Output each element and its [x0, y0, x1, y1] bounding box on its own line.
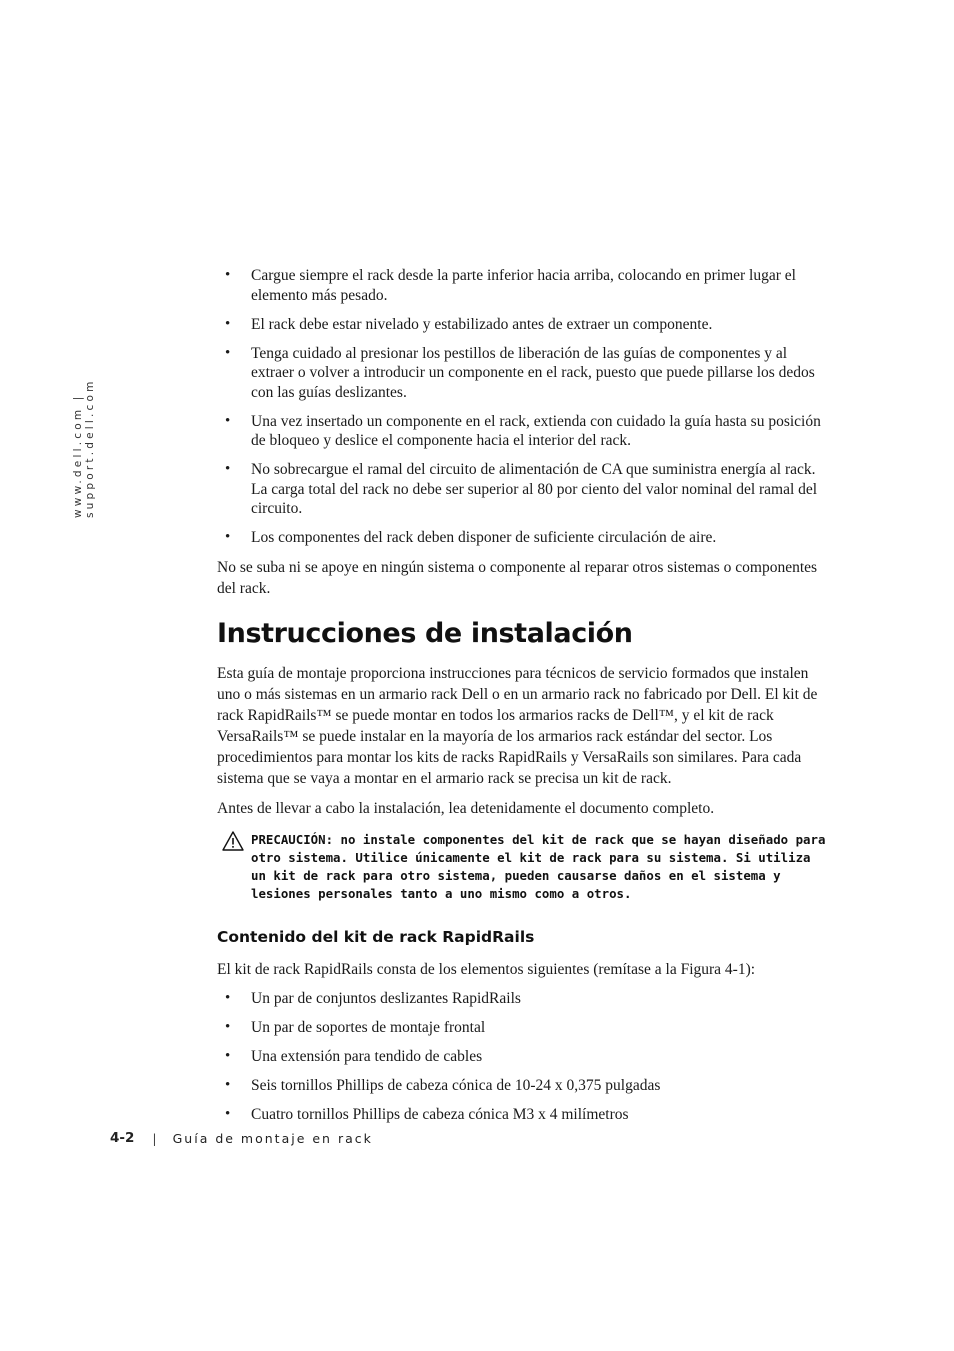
list-item: • Un par de soportes de montaje frontal [225, 1019, 486, 1036]
warning-paragraph: No se suba ni se apoye en ningún sistema o componente al reparar otros sistemas o componentes del rack. [217, 559, 818, 597]
bullet: • [225, 1077, 231, 1093]
bullet: • [225, 1019, 231, 1035]
kit-items-list [217, 989, 827, 1125]
list-item: • Tenga cuidado al presionar los pestillos de liberación de las guías de componentes y al extraer o volver a introducir un componente en el rack, puesto que puede pillarse los dedos con las guías deslizantes. [225, 344, 815, 401]
bullet: • [225, 1048, 231, 1064]
list-item: • Una vez insertado un componente en el rack, extienda con cuidado la guía hasta su posición de bloqueo y deslice el componente hacia el interior del rack. [225, 412, 821, 449]
bullet: • [225, 461, 231, 477]
safety-list [217, 266, 827, 548]
caution-label: PRECAUCIÓN: [251, 832, 334, 847]
bullet: • [225, 315, 231, 332]
list-item: • El rack debe estar nivelado y estabilizado antes de extraer un componente. [225, 315, 713, 333]
side-url: www.dell.com | support.dell.com [72, 378, 96, 518]
page-content [217, 266, 827, 1134]
page-footer [110, 1130, 373, 1146]
list-item: • Un par de conjuntos deslizantes RapidRails [225, 990, 521, 1007]
caution-text [251, 831, 827, 903]
bullet: • [225, 267, 231, 283]
list-item: • Seis tornillos Phillips de cabeza cónica de 10-24 x 0,375 pulgadas [225, 1077, 661, 1094]
caution-notice [217, 831, 827, 903]
bullet: • [225, 412, 231, 429]
warning-icon [222, 831, 244, 851]
bullet: • [225, 990, 231, 1006]
list-item: • No sobrecargue el ramal del circuito de alimentación de CA que suministra energía al rack. La carga total del rack no debe ser superior al 80 por ciento del valor nominal del ramal del circuito. [225, 461, 818, 517]
page-number: 4-2 [110, 1130, 135, 1146]
subsection-title: Contenido del kit de rack RapidRails [217, 928, 535, 946]
kit-paragraph: El kit de rack RapidRails consta de los elementos siguientes (remítase a la Figura 4-1): [217, 961, 756, 978]
footer-separator: | [152, 1130, 157, 1146]
bullet: • [225, 529, 231, 545]
list-item: • Cuatro tornillos Phillips de cabeza cónica M3 x 4 milímetros [225, 1106, 629, 1123]
caution-body: no instale componentes del kit de rack que se hayan diseñado para otro sistema. Utilice únicamente el kit de rack para su sistema. Si utiliza un kit de rack para otro sistema, pueden causarse daños en el sistema y lesiones personales tanto a uno mismo como a otros. [251, 832, 826, 901]
intro-paragraph: Esta guía de montaje proporciona instrucciones para técnicos de servicio formados que instalen uno o más sistemas en un armario rack Dell o en un armario rack no fabricado por Dell. El kit de rack RapidRails™ se puede montar en todos los armarios racks de Dell™, y el kit de rack VersaRails™ se puede instalar en la mayoría de los armarios rack estándar del sector. Los procedimientos para montar los kits de racks RapidRails y VersaRails son similares. Para cada sistema que se vaya a montar en el armario rack se precisa un kit de rack. [217, 665, 818, 787]
bullet: • [225, 344, 231, 361]
list-item: • Una extensión para tendido de cables [225, 1048, 483, 1065]
list-item: • Los componentes del rack deben disponer de suficiente circulación de aire. [225, 529, 717, 546]
section-title: Instrucciones de instalación [217, 618, 633, 649]
read-paragraph: Antes de llevar a cabo la instalación, lea detenidamente el documento completo. [217, 800, 715, 817]
bullet: • [225, 1106, 231, 1122]
footer-title: Guía de montaje en rack [172, 1130, 373, 1146]
list-item: • Cargue siempre el rack desde la parte inferior hacia arriba, colocando en primer lugar el elemento más pesado. [225, 267, 796, 304]
